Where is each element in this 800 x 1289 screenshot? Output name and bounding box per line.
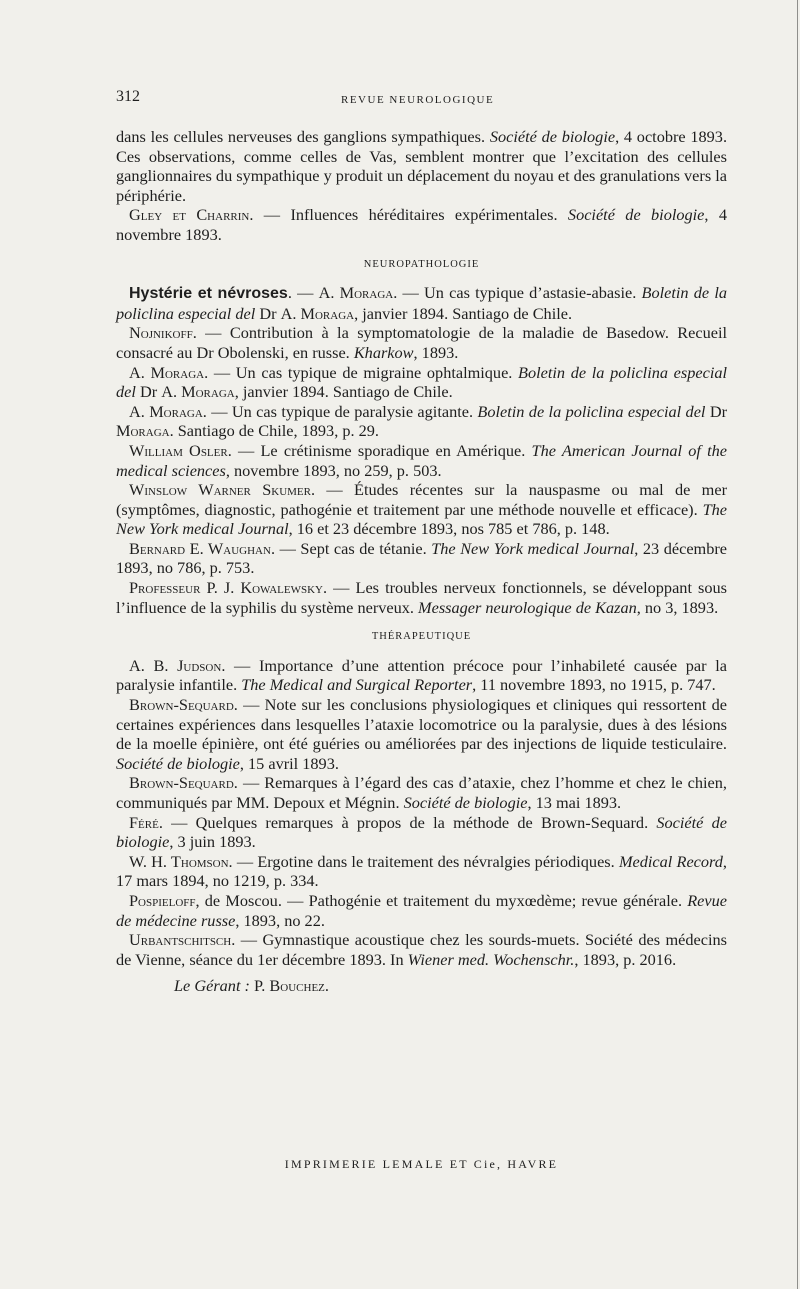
topic-heading: Hystérie et névroses [129, 285, 288, 303]
entry-tail: , 1893. [413, 342, 459, 362]
bibliography-entry [116, 578, 727, 617]
entry-text: — Ergotine dans le traitement des névralgies périodiques. [232, 851, 619, 871]
imprint-line: IMPRIMERIE LEMALE ET Cie, HAVRE [284, 1157, 559, 1171]
section-heading-neuropathologie: NEUROPATHOLOGIE [363, 258, 480, 270]
entry-text: — Importance d’une attention précoce pour l’inhabileté causée par la paralysie infantile. [116, 655, 727, 695]
entry-source: The New York medical Journal [431, 538, 635, 558]
entry-source: The New York medical Journal [116, 499, 727, 539]
entry-author: Brown-Sequard. [129, 695, 238, 715]
entry-author: A. Moraga [161, 382, 235, 402]
entry-tail: , 3 juin 1893. [169, 832, 256, 852]
entry-source: Wiener med. Wochenschr. [407, 949, 575, 969]
bibliography-entry [116, 813, 727, 852]
entry-source: The American Journal of the medical sciences [116, 440, 727, 480]
entry-text: — Un cas typique de migraine ophtalmique. [208, 362, 519, 382]
page-number: 312 [116, 88, 140, 105]
entry-tail: , no 3, 1893. [636, 597, 719, 617]
entry-source: Société de biologie [116, 753, 240, 773]
signature-label: Le Gérant : [174, 976, 250, 996]
entry-source: Kharkow [353, 342, 414, 362]
body-text [116, 127, 727, 996]
entry-source: The Medical and Surgical Reporter [241, 675, 473, 695]
entry-source: Messager neurologique de Kazan [418, 597, 637, 617]
bibliography-entry [116, 441, 727, 480]
entry-tail: , 4 novembre 1893. [116, 205, 727, 244]
entry-text: Dr [705, 401, 728, 421]
entry-author: A. Moraga [280, 303, 355, 323]
entry-tail: , 1893, p. 2016. [574, 949, 677, 969]
entry-tail: , 17 mars 1894, no 1219, p. 334. [116, 851, 727, 891]
bibliography-entry [116, 480, 727, 539]
entry-tail: , janvier 1894. Santiago de Chile. [354, 303, 573, 323]
entry-tail: . Santiago de Chile, 1893, p. 29. [169, 421, 379, 441]
entry-tail: , 1893, no 22. [235, 910, 325, 930]
entry-author: Professeur P. J. Kowalewsky. [129, 578, 328, 598]
entry-text: — Remarques à l’égard des cas d’ataxie, chez l’homme et chez le chien, communiqués par MM. Depoux et Mégnin. [116, 773, 727, 812]
page-edge [797, 0, 798, 1289]
entry-author: Brown-Sequard. [129, 773, 238, 793]
signature-name: P. Bouchez. [254, 976, 329, 996]
entry-text: Dr [135, 382, 162, 402]
entry-text: . — Un cas typique d’astasie-abasie. [393, 283, 642, 303]
bibliography-entry [116, 283, 727, 323]
entry-source: Medical Record [618, 851, 723, 871]
entry-source: Boletin de la policlina especial del [116, 283, 727, 323]
entry-text: — Quelques remarques à propos de la méthode de Brown-Sequard. [162, 812, 657, 832]
entry-author: A. B. Judson. [129, 655, 226, 675]
entry-tail: , 16 et 23 décembre 1893, nos 785 et 786, p. 148. [288, 519, 610, 539]
entry-author: A. Moraga. [129, 401, 207, 421]
entry-source: Société de biologie [116, 812, 728, 852]
entry-text: — Le crétinisme sporadique en Amérique. [231, 440, 532, 460]
bibliography-entry [116, 773, 727, 812]
bibliography-entry [116, 930, 727, 969]
entry-source: Société de biologie [403, 793, 528, 812]
paragraph [116, 205, 727, 244]
entry-author: Nojnikoff. [129, 323, 197, 343]
entry-author: Gley et Charrin. [129, 205, 254, 225]
entry-text: — Influences héréditaires expérimentales. [253, 205, 568, 225]
entry-tail: , 4 octobre 1893. Ces observations, comme celles de Vas, semblent montrer que l’excitation des cellules ganglionnaires du sympathique y produit un déplacement du noyau et des granulations vers la périphérie. [116, 127, 728, 205]
entry-text: , de Moscou. — Pathogénie et traitement du myxœdème; revue générale. [195, 890, 688, 910]
entry-author: Féré. [129, 812, 163, 832]
bibliography-entry [116, 891, 727, 930]
entry-source: Boletin de la policlina especial del [477, 401, 706, 421]
entry-author: Urbantschitsch. [129, 930, 236, 950]
bibliography-entry [116, 852, 727, 891]
entry-tail: , 23 décembre 1893, no 786, p. 753. [116, 538, 728, 578]
entry-tail: , novembre 1893, no 259, p. 503. [225, 460, 442, 480]
entry-text: — Études récentes sur la nauspasme ou mal de mer (symptômes, diagnostic, pathogénie et traitement par une méthode nouvelle et efficace). [116, 480, 727, 519]
section-heading-therapeutique: THÉRAPEUTIQUE [371, 631, 472, 643]
entry-tail: , 11 novembre 1893, no 1915, p. 747. [472, 675, 716, 695]
entry-text: — Gymnastique acoustique chez les sourds-muets. Société des médecins de Vienne, séance du 1er décembre 1893. In [116, 930, 727, 969]
entry-tail: , janvier 1894. Santiago de Chile. [234, 382, 453, 402]
entry-source: Boletin de la policlina especial del [116, 362, 728, 402]
page-header [116, 88, 727, 110]
entry-author: W. H. Thomson. [129, 851, 233, 871]
separator: . — [287, 283, 319, 303]
entry-text: dans les cellules nerveuses des ganglions sympathiques. [116, 127, 490, 146]
entry-text: — Note sur les conclusions physiologiques et cliniques qui ressortent de certaines expériences dans lesquelles l’ataxie locomotrice ou la paralysie, dues à des lésions de la moelle épinière, ont été guéries ou améliorées par des injections de liquide testiculaire. [116, 695, 727, 754]
entry-text: — Sept cas de tétanie. [275, 538, 432, 558]
entry-author: Bernard E. Waughan. [129, 538, 276, 558]
entry-source: Société de biologie [489, 127, 616, 146]
entry-author: Pospieloff [129, 890, 196, 910]
entry-text: — Un cas typique de paralysie agitante. [206, 401, 478, 421]
entry-source: Société de biologie [567, 205, 705, 225]
entry-author: Winslow Warner Skumer. [129, 480, 316, 500]
entry-text: — Les troubles nerveux fonctionnels, se développant sous l’influence de la syphilis du système nerveux. [116, 578, 727, 617]
entry-tail: , 15 avril 1893. [239, 753, 339, 773]
bibliography-entry [116, 363, 727, 402]
entry-author: A. Moraga [318, 283, 394, 303]
entry-text: — Contribution à la symptomatologie de la maladie de Basedow. Recueil consacré au Dr Obolenski, en russe. [116, 323, 727, 362]
signature [116, 976, 727, 996]
paragraph [116, 127, 727, 205]
bibliography-entry [116, 695, 727, 773]
entry-tail: , 13 mai 1893. [527, 793, 622, 812]
bibliography-entry [116, 656, 727, 695]
entry-author: William Osler. [129, 440, 232, 460]
entry-author: A. Moraga. [129, 362, 209, 382]
bibliography-entry [116, 539, 727, 578]
running-title: REVUE NEUROLOGIQUE [341, 94, 495, 106]
entry-author: Moraga [116, 421, 170, 441]
bibliography-entry [116, 323, 727, 362]
entry-text: Dr [255, 303, 281, 323]
bibliography-entry [116, 402, 727, 441]
entry-source: Revue de médecine russe [116, 890, 727, 930]
